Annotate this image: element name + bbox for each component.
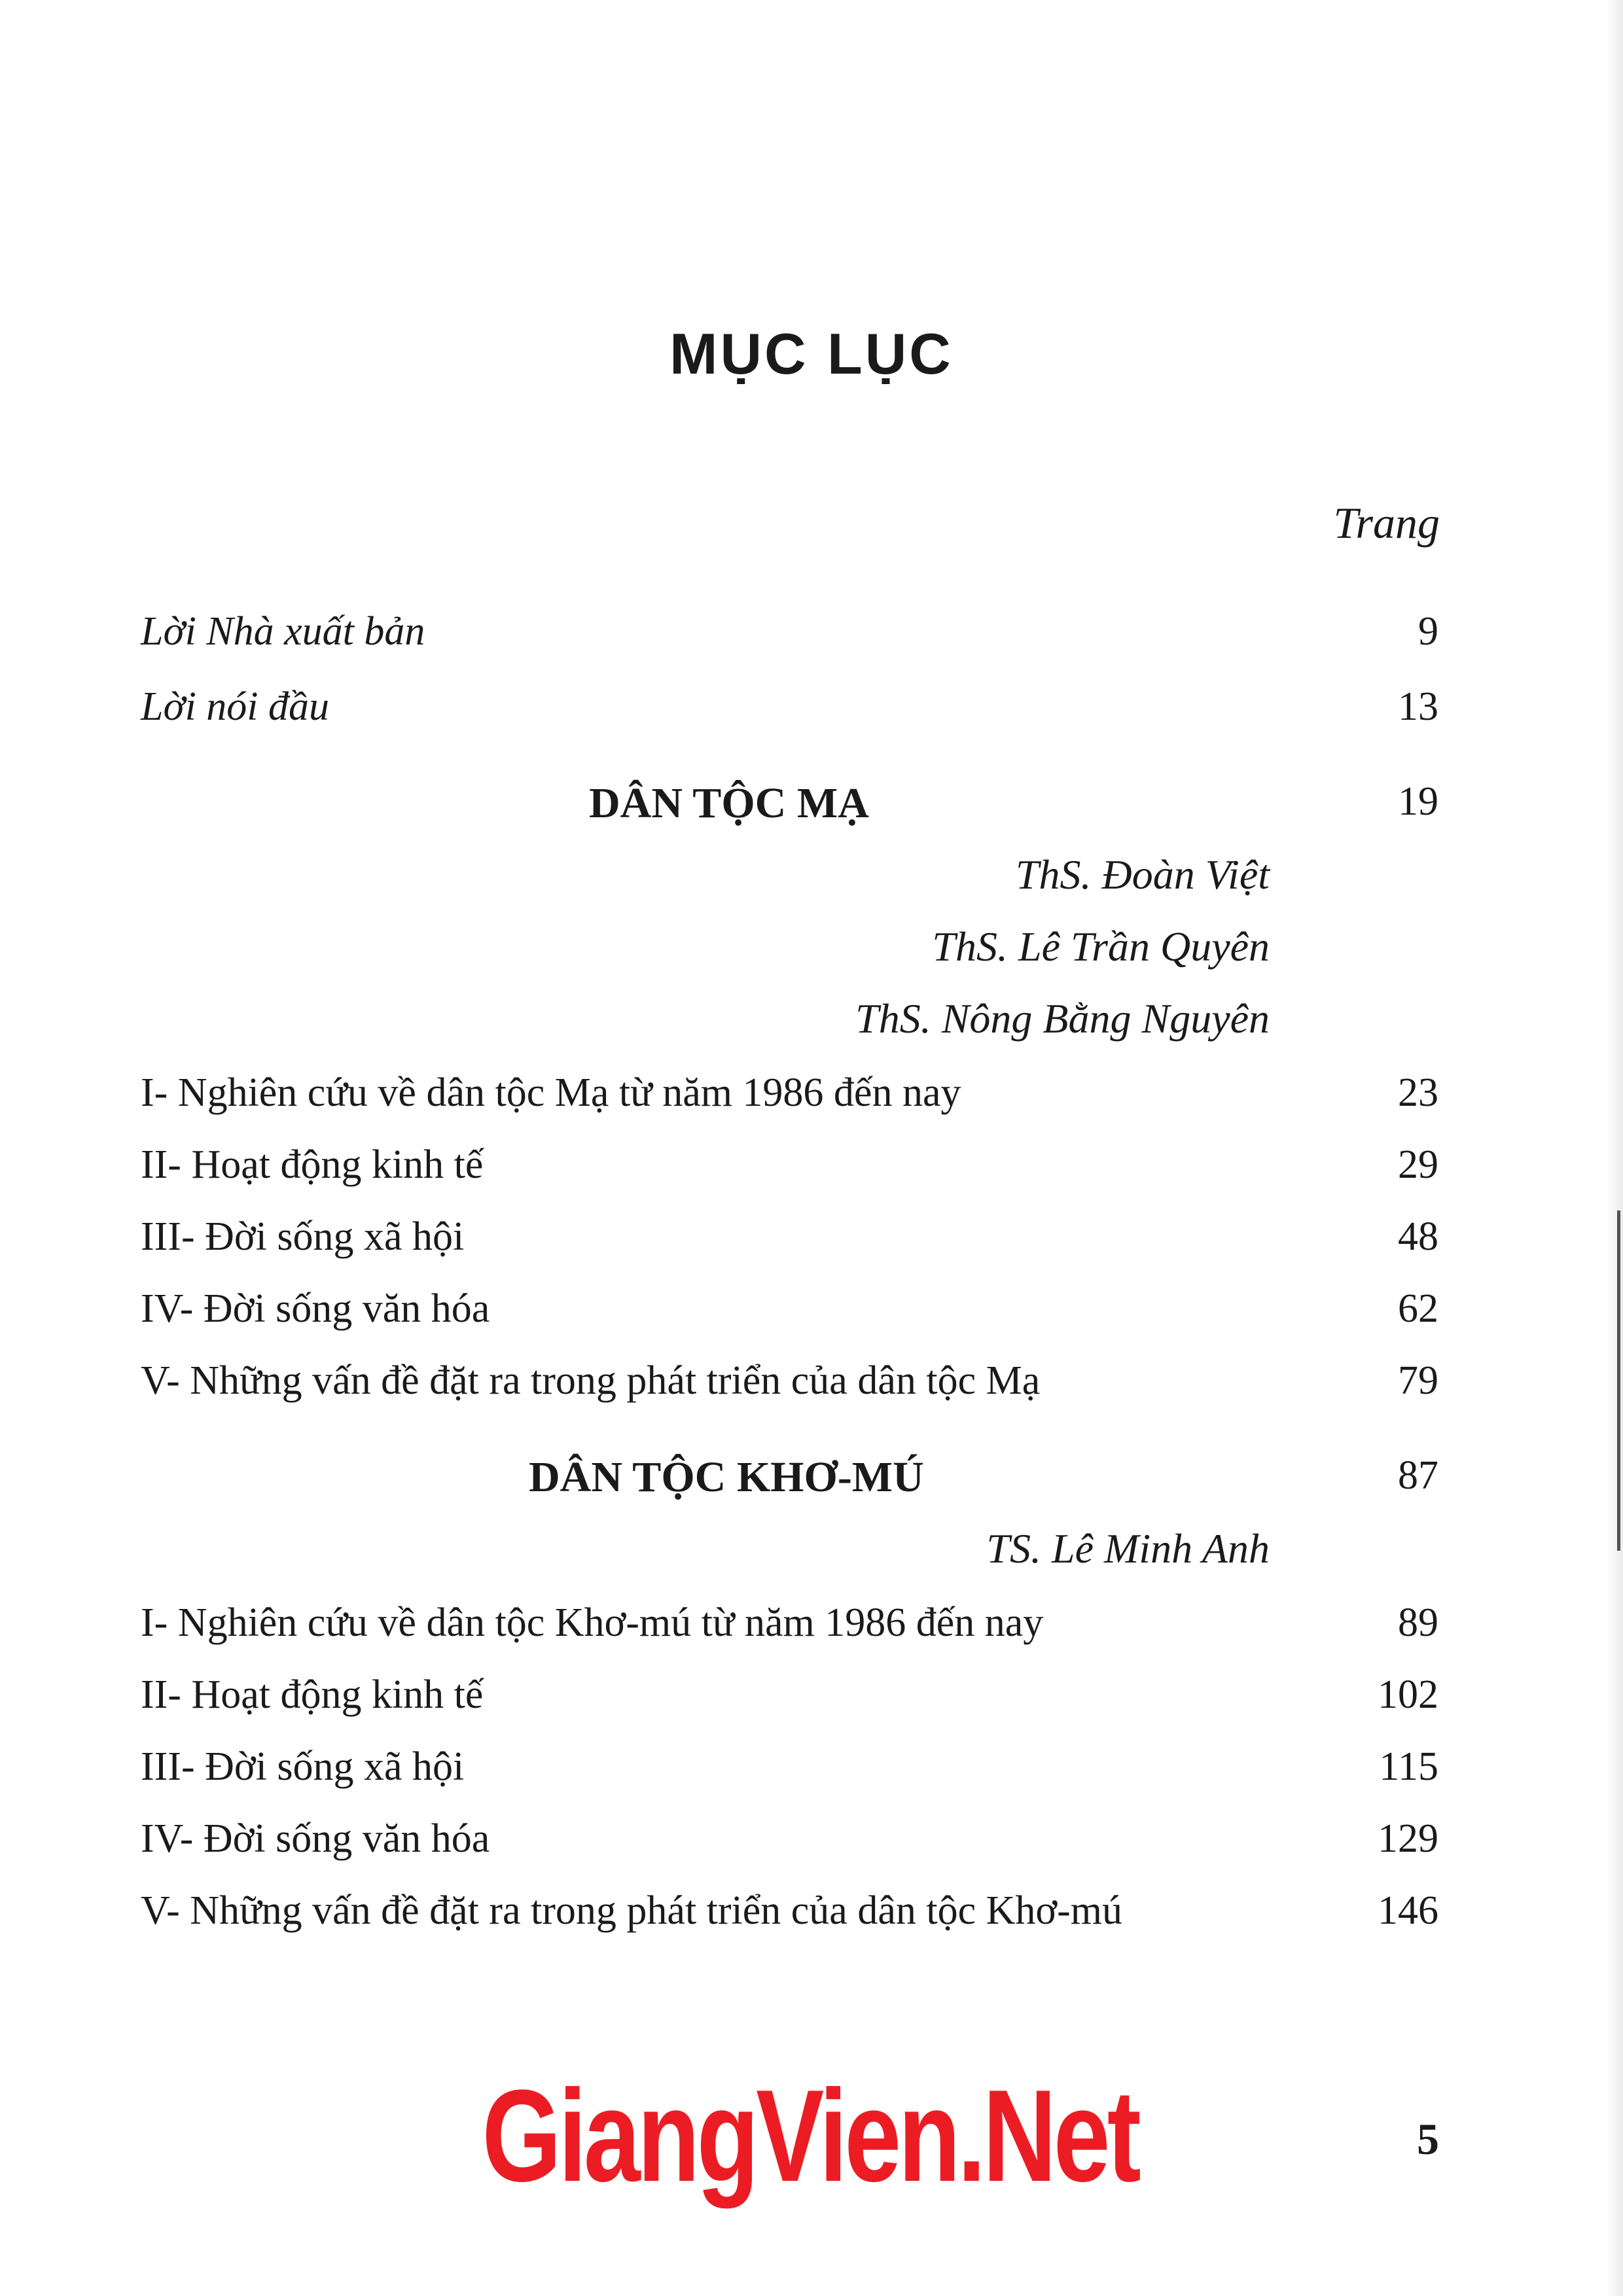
toc-entry-label: I- Nghiên cứu về dân tộc Mạ từ năm 1986 đến nay [141,1070,961,1115]
toc-entry-label: III- Đời sống xã hội [141,1744,465,1789]
toc-entry[interactable] [0,1358,1623,1417]
toc-entry-page: 9 [1418,609,1438,654]
toc-entry-page: 129 [1378,1816,1438,1861]
page-column-label: Trang [1333,498,1440,548]
toc-entry-page: 115 [1379,1744,1438,1789]
toc-entry-page: 62 [1398,1286,1438,1331]
toc-entry-label: IV- Đời sống văn hóa [141,1816,490,1861]
section-heading-label: DÂN TỘC MẠ [589,779,869,827]
toc-entry-label: III- Đời sống xã hội [141,1214,465,1259]
section-heading-page: 19 [1398,779,1438,824]
toc-entry-page: 146 [1378,1888,1438,1933]
toc-entry-label: V- Những vấn đề đặt ra trong phát triển của dân tộc Khơ-mú [141,1888,1123,1933]
toc-entry-page: 102 [1378,1672,1438,1717]
toc-entry-label: IV- Đời sống văn hóa [141,1286,490,1331]
toc-entry[interactable] [0,684,1623,743]
toc-entry-label: Lời Nhà xuất bản [141,609,425,654]
page-title: MỤC LỤC [669,321,954,386]
toc-entry-label: II- Hoạt động kinh tế [141,1672,484,1717]
toc-entry-page: 23 [1398,1070,1438,1115]
section-author: ThS. Đoàn Việt [1015,851,1270,898]
section-author: ThS. Nông Bằng Nguyên [855,995,1270,1042]
toc-entry-label: II- Hoạt động kinh tế [141,1142,484,1187]
toc-entry[interactable] [0,1070,1623,1129]
toc-entry[interactable] [0,1214,1623,1273]
toc-entry-page: 89 [1398,1600,1438,1645]
toc-entry-page: 13 [1398,684,1438,729]
toc-entry-page: 79 [1398,1358,1438,1403]
toc-entry[interactable] [0,609,1623,667]
toc-section-heading[interactable] [0,1453,1623,1511]
toc-entry[interactable] [0,1600,1623,1659]
toc-entry-label: I- Nghiên cứu về dân tộc Khơ-mú từ năm 1986 đến nay [141,1600,1044,1645]
toc-entry[interactable] [0,1744,1623,1803]
section-author: ThS. Lê Trần Quyên [932,923,1270,970]
toc-entry-page: 29 [1398,1142,1438,1187]
toc-entry[interactable] [0,1286,1623,1345]
toc-entry[interactable] [0,1816,1623,1875]
toc-entry-label: Lời nói đầu [141,684,330,729]
toc-entry[interactable] [0,1672,1623,1731]
page-number: 5 [1417,2114,1439,2164]
section-heading-page: 87 [1398,1453,1438,1498]
toc-section-heading[interactable] [0,779,1623,838]
toc-entry[interactable] [0,1142,1623,1201]
toc-entry-label: V- Những vấn đề đặt ra trong phát triển của dân tộc Mạ [141,1358,1041,1403]
watermark-logo: GiangVien.Net [482,2063,1139,2209]
section-heading-label: DÂN TỘC KHƠ-MÚ [529,1453,924,1501]
toc-entry[interactable] [0,1888,1623,1947]
section-author: TS. Lê Minh Anh [986,1525,1270,1572]
toc-entry-page: 48 [1398,1214,1438,1259]
